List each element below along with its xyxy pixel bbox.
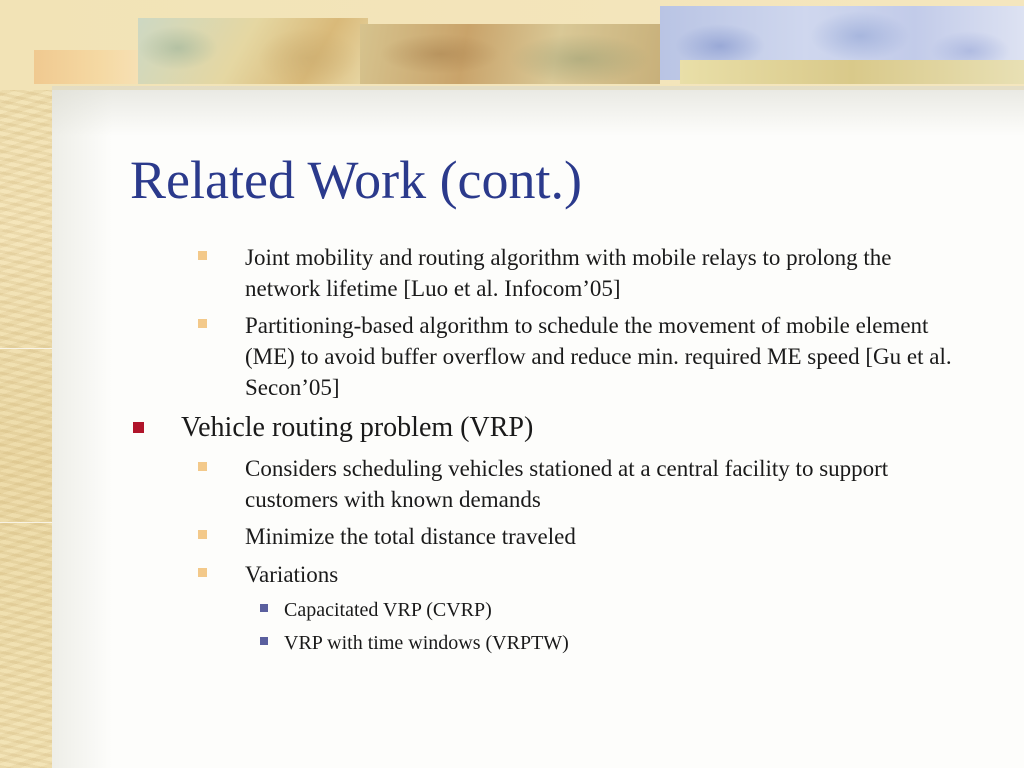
bullet-item (245, 242, 965, 304)
bullet-text: Vehicle routing problem (VRP) (181, 412, 534, 443)
bullet-item (284, 630, 964, 656)
square-bullet-icon (198, 319, 207, 328)
bullet-text: Capacitated VRP (CVRP) (284, 599, 492, 621)
bullet-text: Joint mobility and routing algorithm with mobile relays to prolong the network lifetime [Luo et al. Infocom’05] (245, 245, 892, 301)
slide-title: Related Work (cont.) (130, 150, 583, 210)
bullet-text: Minimize the total distance traveled (245, 524, 576, 549)
square-bullet-icon (260, 604, 268, 612)
bullet-item (245, 521, 965, 552)
bullet-text: Partitioning-based algorithm to schedule the movement of mobile element (ME) to avoid buffer overflow and reduce min. required ME speed [Gu et al. Secon’05] (245, 313, 952, 400)
square-bullet-icon (198, 568, 207, 577)
square-bullet-icon (133, 422, 144, 433)
bullet-item (284, 597, 964, 623)
square-bullet-icon (198, 251, 207, 260)
square-bullet-icon (260, 637, 268, 645)
bullet-item (245, 310, 975, 403)
bullet-item (245, 453, 965, 515)
bullet-item (245, 559, 965, 590)
square-bullet-icon (198, 530, 207, 539)
bullet-text: VRP with time windows (VRPTW) (284, 632, 569, 654)
bullet-text: Variations (245, 562, 339, 587)
bullet-item (181, 412, 961, 443)
bullet-text: Considers scheduling vehicles stationed at a central facility to support customers with known demands (245, 456, 889, 512)
square-bullet-icon (198, 462, 207, 471)
